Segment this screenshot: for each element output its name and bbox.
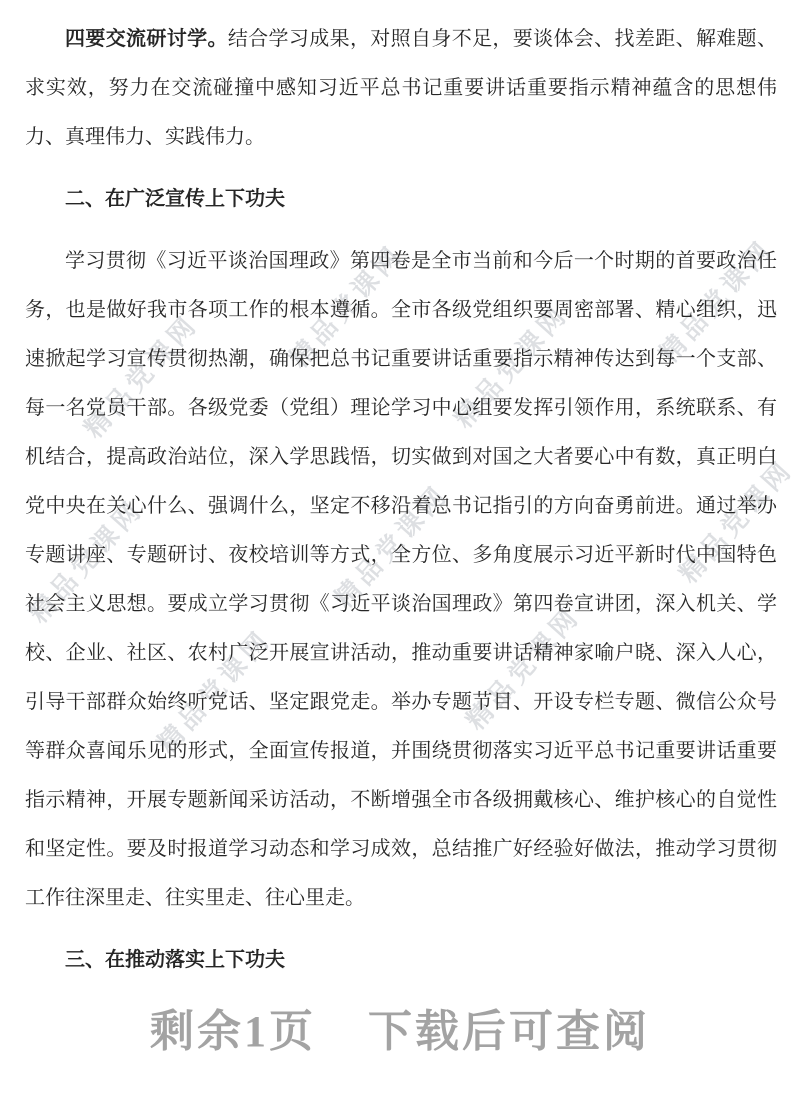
site-watermark-text: 精品党课网 xyxy=(78,309,205,444)
site-watermark-text: 精品党课网 xyxy=(328,479,455,614)
site-watermark-text: 精品党课网 xyxy=(23,494,150,629)
paragraph-exchange-study xyxy=(25,15,777,162)
paragraph-publicity-body: 学习贯彻《习近平谈治国理政》第四卷是全市当前和今后一个时期的首要政治任务，也是做好我市各项工作的根本遵循。全市各级党组织要周密部署、精心组织，迅速掀起学习宣传贯彻热潮，确保把总书记重要讲话重要指示精神传达到每一个支部、每一名党员干部。各级党委（党组）理论学习中心组要发挥引领作用，系统联系、有机结合，提高政治站位，深入学思践悟，切实做到对国之大者要心中有数，真正明白党中央在关心什么、强调什么，坚定不移沿着总书记指引的方向奋勇前进。通过举办专题讲座、专题研讨、夜校培训等方式，全方位、多角度展示习近平新时代中国特色社会主义思想。要成立学习贯彻《习近平谈治国理政》第四卷宣讲团，深入机关、学校、企业、社区、农村广泛开展宣讲活动，推动重要讲话精神家喻户晓、深入人心，引导干部群众始终听党话、坚定跟党走。举办专题节目、开设专栏专题、微信公众号等群众喜闻乐见的形式，全面宣传报道，并围绕贯彻落实习近平总书记重要讲话重要指示精神，开展专题新闻采访活动，不断增强全市各级拥戴核心、维护核心的自觉性和坚定性。要及时报道学习动态和学习成效，总结推广好经验好做法，推动学习贯彻工作往深里走、往实里走、往心里走。 xyxy=(25,250,777,909)
download-to-view-hint: 下载后可查阅 xyxy=(368,1007,650,1056)
remaining-pages-text: 剩余1页 xyxy=(150,1007,316,1056)
site-watermark-text: 精品党课网 xyxy=(653,234,780,369)
site-watermark-text: 精品党课网 xyxy=(460,601,587,736)
site-watermark-text: 精品党课网 xyxy=(283,239,410,374)
site-watermark-text: 精品党课网 xyxy=(448,299,575,434)
section-heading-publicity: 二、在广泛宣传上下功夫 xyxy=(65,188,285,210)
site-watermark-text: 精品党课网 xyxy=(673,454,800,589)
section-heading-implementation: 三、在推动落实上下功夫 xyxy=(65,949,285,971)
paragraph-lead-bold: 四要交流研讨学。 xyxy=(65,28,228,50)
paragraph-body-text: 结合学习成果，对照自身不足，要谈体会、找差距、解难题、求实效，努力在交流碰撞中感知习近平总书记重要讲话重要指示精神蕴含的思想伟力、真理伟力、实践伟力。 xyxy=(25,28,778,148)
remaining-pages-banner xyxy=(0,995,800,1059)
site-watermark-text: 精品党课网 xyxy=(151,624,278,759)
